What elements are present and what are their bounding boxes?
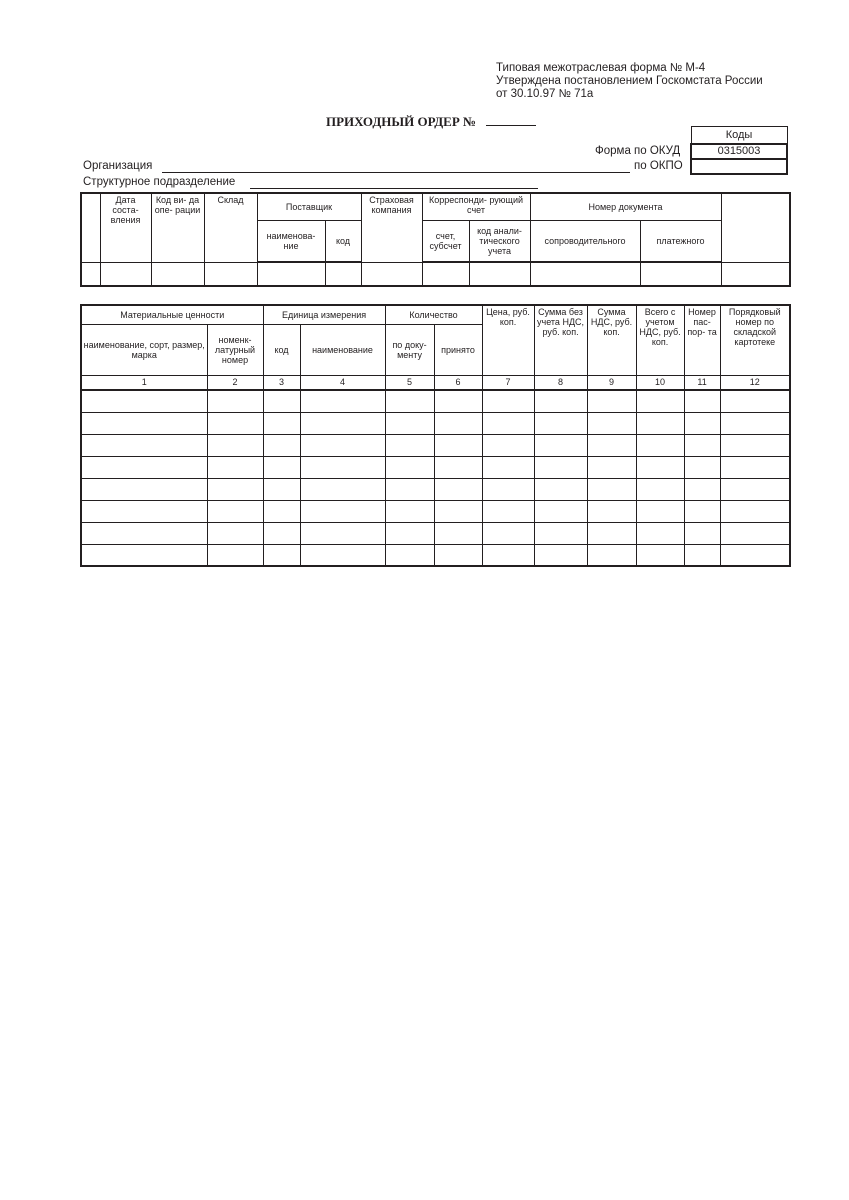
table-cell[interactable] (684, 390, 720, 412)
table-cell[interactable] (263, 390, 300, 412)
table-cell[interactable] (684, 456, 720, 478)
blank-header-cell (81, 193, 100, 262)
accompanying-header: сопроводительного (530, 220, 640, 262)
doc-number-header: Номер документа (530, 193, 721, 220)
table-cell[interactable] (720, 478, 790, 500)
table-row (81, 456, 790, 478)
table-cell[interactable] (385, 412, 434, 434)
material-header: Материальные ценности (81, 305, 263, 324)
table-cell[interactable] (720, 390, 790, 412)
accepted-header: принято (434, 324, 482, 375)
table-cell[interactable] (385, 434, 434, 456)
table-cell[interactable] (534, 390, 587, 412)
col-number: 8 (534, 375, 587, 390)
table-cell[interactable] (81, 434, 207, 456)
table-cell[interactable] (207, 456, 263, 478)
table-cell[interactable] (434, 434, 482, 456)
table-cell[interactable] (482, 390, 534, 412)
table-cell[interactable] (636, 500, 684, 522)
table-cell[interactable] (482, 500, 534, 522)
date-header: Дата состa- вления (100, 193, 151, 262)
table-cell[interactable] (385, 390, 434, 412)
table-cell[interactable] (636, 544, 684, 566)
col-number: 11 (684, 375, 720, 390)
col-number: 7 (482, 375, 534, 390)
table-cell[interactable] (482, 478, 534, 500)
okpo-value[interactable] (691, 159, 787, 174)
table-cell[interactable] (534, 544, 587, 566)
division-field[interactable] (250, 176, 538, 189)
table-cell[interactable] (534, 412, 587, 434)
table-cell[interactable] (534, 478, 587, 500)
price-header: Цена, руб. коп. (482, 305, 534, 375)
table-cell[interactable] (720, 412, 790, 434)
table-cell[interactable] (300, 434, 385, 456)
table-cell[interactable] (684, 434, 720, 456)
supplier-code-header: код (325, 220, 361, 262)
table-cell[interactable] (434, 544, 482, 566)
table-cell[interactable] (720, 434, 790, 456)
table-cell[interactable] (587, 412, 636, 434)
table-cell[interactable] (81, 500, 207, 522)
column-numbers-row (81, 375, 790, 390)
table-cell[interactable] (534, 500, 587, 522)
table-cell[interactable] (207, 390, 263, 412)
table-cell[interactable] (587, 522, 636, 544)
col-number: 5 (385, 375, 434, 390)
table-cell[interactable] (636, 390, 684, 412)
table-cell[interactable] (263, 456, 300, 478)
table-cell[interactable] (385, 456, 434, 478)
table-cell[interactable] (81, 456, 207, 478)
table-cell[interactable] (482, 544, 534, 566)
table-cell[interactable] (434, 522, 482, 544)
by-doc-header: по доку- менту (385, 324, 434, 375)
table-cell[interactable] (720, 500, 790, 522)
quantity-header: Количество (385, 305, 482, 324)
insurance-header: Страховая компания (361, 193, 422, 262)
analytic-code-header: код анали- тического учета (469, 220, 530, 262)
table-cell[interactable] (263, 412, 300, 434)
table-cell[interactable] (300, 500, 385, 522)
table-cell[interactable] (684, 522, 720, 544)
table-cell[interactable] (81, 478, 207, 500)
warehouse-header: Склад (204, 193, 257, 262)
organization-label: Организация (83, 160, 153, 172)
table-cell[interactable] (300, 412, 385, 434)
table-cell[interactable] (81, 412, 207, 434)
table-row (81, 390, 790, 412)
table-cell[interactable] (684, 412, 720, 434)
table-row (81, 500, 790, 522)
col-number: 4 (300, 375, 385, 390)
unit-name-header: наименование (300, 324, 385, 375)
table-cell[interactable] (385, 544, 434, 566)
form-header (496, 62, 763, 101)
passport-header: Номер пас- пор- та (684, 305, 720, 375)
table-cell[interactable] (300, 478, 385, 500)
codes-box (690, 126, 788, 175)
table-cell[interactable] (636, 522, 684, 544)
col-number: 9 (587, 375, 636, 390)
table-cell[interactable] (207, 544, 263, 566)
table-cell[interactable] (434, 500, 482, 522)
col-number: 3 (263, 375, 300, 390)
table-cell[interactable] (263, 522, 300, 544)
materials-table (80, 304, 791, 567)
page-title: ПРИХОДНЫЙ ОРДЕР № (326, 114, 477, 129)
table-row (81, 478, 790, 500)
table-cell[interactable] (434, 456, 482, 478)
table-cell[interactable] (636, 412, 684, 434)
blank-header-cell-right (721, 193, 790, 262)
table-cell[interactable] (263, 478, 300, 500)
table-cell[interactable] (720, 456, 790, 478)
table-cell[interactable] (207, 500, 263, 522)
table-cell[interactable] (482, 522, 534, 544)
okud-value: 0315003 (691, 144, 787, 159)
division-label: Структурное подразделение (83, 176, 236, 188)
table-cell[interactable] (720, 544, 790, 566)
table-cell[interactable] (434, 478, 482, 500)
codes-heading: Коды (691, 127, 787, 144)
supplier-name-header: наименова- ние (257, 220, 325, 262)
order-number-field[interactable] (486, 125, 536, 126)
form-type-line: Типовая межотраслевая форма № М-4 (496, 62, 706, 74)
unit-header: Единица измерения (263, 305, 385, 324)
table-cell[interactable] (587, 390, 636, 412)
table-cell[interactable] (684, 478, 720, 500)
organization-field[interactable] (162, 160, 630, 173)
table-cell[interactable] (587, 434, 636, 456)
table-cell[interactable] (587, 500, 636, 522)
table-cell[interactable] (300, 544, 385, 566)
table-cell[interactable] (684, 544, 720, 566)
materials-rows (81, 390, 790, 566)
table-row (81, 434, 790, 456)
col-number: 1 (81, 375, 207, 390)
table-cell[interactable] (587, 478, 636, 500)
table-cell[interactable] (434, 412, 482, 434)
sum-no-vat-header: Сумма без учета НДС, руб. коп. (534, 305, 587, 375)
table-cell[interactable] (385, 478, 434, 500)
table-cell[interactable] (263, 544, 300, 566)
table-cell[interactable] (482, 456, 534, 478)
table-cell[interactable] (207, 478, 263, 500)
table-cell[interactable] (636, 478, 684, 500)
table-cell[interactable] (534, 434, 587, 456)
corr-account-header: Корреспонди- рующий счет (422, 193, 530, 220)
okpo-label: по ОКПО (634, 160, 683, 172)
col-number: 2 (207, 375, 263, 390)
table-cell[interactable] (300, 522, 385, 544)
table-cell[interactable] (300, 456, 385, 478)
table-cell[interactable] (81, 522, 207, 544)
okud-label: Форма по ОКУД (595, 145, 681, 157)
table-row (81, 544, 790, 566)
payment-header: платежного (640, 220, 721, 262)
vat-sum-header: Сумма НДС, руб. коп. (587, 305, 636, 375)
col-number: 6 (434, 375, 482, 390)
table-row (81, 262, 790, 286)
table-cell[interactable] (207, 434, 263, 456)
material-name-header: наименование, сорт, размер, марка (81, 324, 207, 375)
table-cell[interactable] (300, 390, 385, 412)
supplier-header: Поставщик (257, 193, 361, 220)
table-cell[interactable] (482, 412, 534, 434)
table-cell[interactable] (385, 500, 434, 522)
col-number: 12 (720, 375, 790, 390)
table-cell[interactable] (263, 500, 300, 522)
op-code-header: Код ви- да опе- рации (151, 193, 204, 262)
approval-date-line: от 30.10.97 № 71а (496, 88, 594, 100)
table-cell[interactable] (207, 522, 263, 544)
table-cell[interactable] (207, 412, 263, 434)
table-cell[interactable] (636, 434, 684, 456)
table-cell[interactable] (385, 522, 434, 544)
table-cell[interactable] (720, 522, 790, 544)
table-cell[interactable] (434, 390, 482, 412)
table-cell[interactable] (534, 522, 587, 544)
table-row (81, 522, 790, 544)
table-cell[interactable] (684, 500, 720, 522)
table-cell[interactable] (587, 544, 636, 566)
unit-code-header: код (263, 324, 300, 375)
table-cell[interactable] (81, 544, 207, 566)
col-number: 10 (636, 375, 684, 390)
total-with-vat-header: Всего с учетом НДС, руб. коп. (636, 305, 684, 375)
table-cell[interactable] (81, 390, 207, 412)
table-row (81, 412, 790, 434)
table-cell[interactable] (636, 456, 684, 478)
receipt-info-table (80, 192, 791, 287)
table-cell[interactable] (587, 456, 636, 478)
approval-line: Утверждена постановлением Госкомстата России (496, 75, 763, 87)
account-sub-header: счет, субсчет (422, 220, 469, 262)
table-cell[interactable] (482, 434, 534, 456)
card-number-header: Порядковый номер по складской картотеке (720, 305, 790, 375)
table-cell[interactable] (263, 434, 300, 456)
nomenclature-header: номенк- латурный номер (207, 324, 263, 375)
table-cell[interactable] (534, 456, 587, 478)
